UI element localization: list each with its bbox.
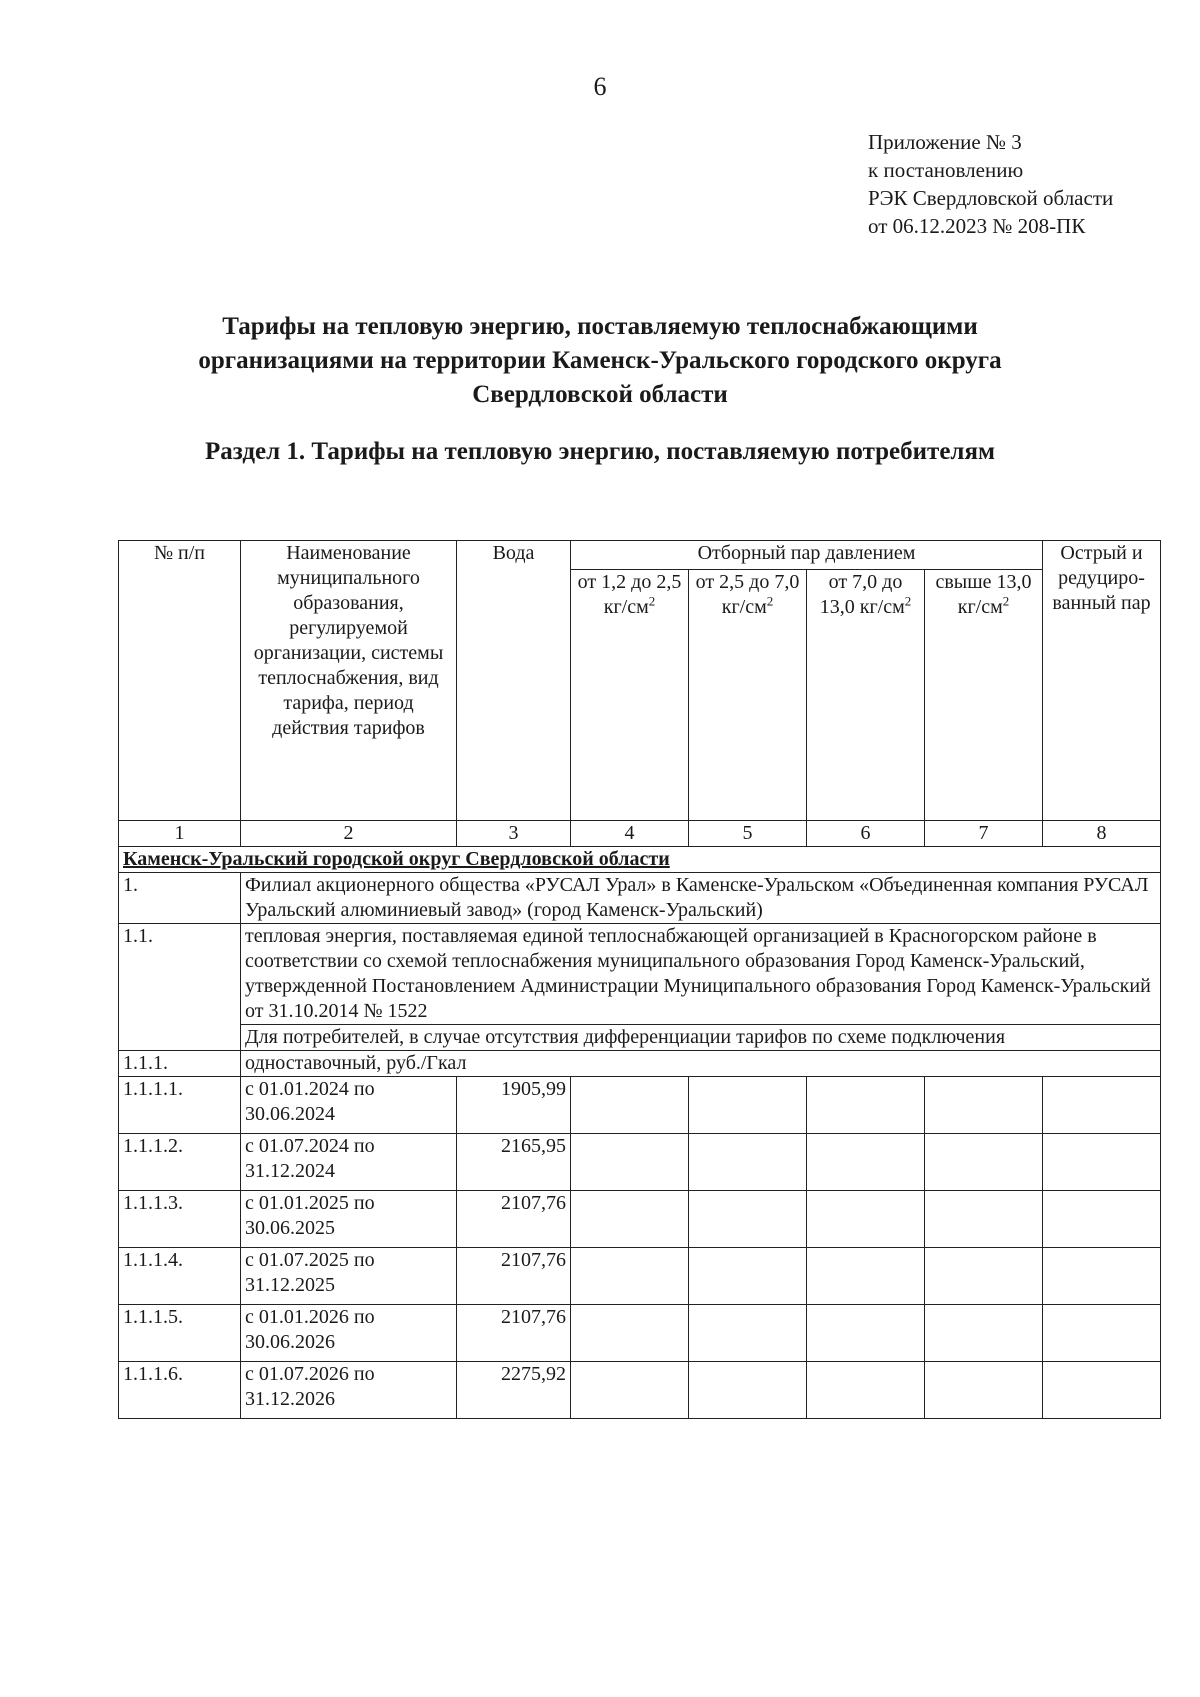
column-number: 8 bbox=[1043, 821, 1161, 847]
column-number: 7 bbox=[925, 821, 1043, 847]
empty-cell bbox=[571, 1134, 689, 1191]
appendix-line: Приложение № 3 bbox=[868, 130, 1022, 154]
header-pressure-2 bbox=[689, 570, 807, 821]
empty-cell bbox=[807, 1248, 925, 1305]
title-line: Тарифы на тепловую энергию, поставляемую теплоснабжающими bbox=[222, 313, 978, 340]
system-description: тепловая энергия, поставляемая единой теплоснабжающей организацией в Красногорском районе в соответствии со схемой теплоснабжения муниципального образования Город Каменск-Уральский, утвержденной Постановлением Администрации Муниципального образования Город Каменск-Уральский от 31.10.2014 № 1522 bbox=[241, 924, 1161, 1025]
empty-cell bbox=[571, 1191, 689, 1248]
table-row bbox=[119, 1305, 1161, 1362]
header-water: Вода bbox=[457, 541, 571, 821]
row-water-value: 2107,76 bbox=[457, 1248, 571, 1305]
header-pressure-4 bbox=[925, 570, 1043, 821]
header-pressure-1 bbox=[571, 570, 689, 821]
column-number: 4 bbox=[571, 821, 689, 847]
row-water-value: 2275,92 bbox=[457, 1362, 571, 1419]
row-num: 1.1.1.1. bbox=[119, 1077, 241, 1134]
header-name: Наименование муниципального образования, регулируемой организации, системы теплоснабжения, вид тарифа, период действия тарифов bbox=[241, 541, 457, 821]
org-num: 1. bbox=[119, 873, 241, 924]
appendix-line: к постановлению bbox=[868, 158, 1024, 182]
column-number: 6 bbox=[807, 821, 925, 847]
header-pressure-text: свыше 13,0 кг/см bbox=[935, 571, 1032, 618]
appendix-reference bbox=[868, 128, 1113, 240]
empty-cell bbox=[689, 1077, 807, 1134]
empty-cell bbox=[807, 1191, 925, 1248]
row-water-value: 1905,99 bbox=[457, 1077, 571, 1134]
row-water-value: 2107,76 bbox=[457, 1305, 571, 1362]
row-period: с 01.01.2025 по 30.06.2025 bbox=[241, 1191, 457, 1248]
row-period: с 01.07.2025 по 31.12.2025 bbox=[241, 1248, 457, 1305]
system-num: 1.1. bbox=[119, 924, 241, 1051]
empty-cell bbox=[1043, 1305, 1161, 1362]
header-num: № п/п bbox=[119, 541, 241, 821]
row-water-value: 2107,76 bbox=[457, 1191, 571, 1248]
empty-cell bbox=[925, 1191, 1043, 1248]
title-line: Свердловской области bbox=[472, 381, 728, 408]
superscript: 2 bbox=[766, 593, 774, 609]
row-num: 1.1.1.4. bbox=[119, 1248, 241, 1305]
empty-cell bbox=[571, 1362, 689, 1419]
row-num: 1.1.1.3. bbox=[119, 1191, 241, 1248]
org-name: Филиал акционерного общества «РУСАЛ Урал» в Каменске-Уральском «Объединенная компания РУСАЛ Уральский алюминиевый завод» (город Каменск-Уральский) bbox=[241, 873, 1161, 924]
empty-cell bbox=[689, 1191, 807, 1248]
superscript: 2 bbox=[648, 593, 656, 609]
column-number: 1 bbox=[119, 821, 241, 847]
appendix-line: РЭК Свердловской области bbox=[868, 186, 1114, 210]
table-row bbox=[119, 1134, 1161, 1191]
empty-cell bbox=[807, 1134, 925, 1191]
empty-cell bbox=[807, 1362, 925, 1419]
empty-cell bbox=[925, 1362, 1043, 1419]
table-row bbox=[119, 1191, 1161, 1248]
appendix-line: от 06.12.2023 № 208-ПК bbox=[868, 214, 1086, 238]
header-pressure-text: от 7,0 до 13,0 кг/см bbox=[819, 571, 905, 618]
header-pressure-text: от 2,5 до 7,0 кг/см bbox=[695, 571, 800, 618]
header-pressure-3 bbox=[807, 570, 925, 821]
empty-cell bbox=[925, 1077, 1043, 1134]
column-numbers-row bbox=[119, 821, 1161, 847]
empty-cell bbox=[925, 1305, 1043, 1362]
empty-cell bbox=[807, 1305, 925, 1362]
row-period: с 01.07.2024 по 31.12.2024 bbox=[241, 1134, 457, 1191]
tariff-type: одноставочный, руб./Гкал bbox=[241, 1051, 1161, 1077]
section-title: Раздел 1. Тарифы на тепловую энергию, поставляемую потребителям bbox=[204, 438, 996, 465]
header-pressure-text: от 1,2 до 2,5 кг/см bbox=[577, 571, 682, 618]
superscript: 2 bbox=[904, 593, 912, 609]
empty-cell bbox=[571, 1305, 689, 1362]
document-title bbox=[150, 310, 1050, 412]
empty-cell bbox=[689, 1362, 807, 1419]
tariffs-table bbox=[118, 540, 1161, 1419]
row-period: с 01.07.2026 по 31.12.2026 bbox=[241, 1362, 457, 1419]
table-row bbox=[119, 1362, 1161, 1419]
row-num: 1.1.1.6. bbox=[119, 1362, 241, 1419]
table-row bbox=[119, 1248, 1161, 1305]
table-row bbox=[119, 1077, 1161, 1134]
empty-cell bbox=[1043, 1191, 1161, 1248]
column-number: 5 bbox=[689, 821, 807, 847]
empty-cell bbox=[1043, 1248, 1161, 1305]
empty-cell bbox=[689, 1305, 807, 1362]
title-line: организациями на территории Каменск-Уральского городского округа bbox=[198, 347, 1002, 374]
row-water-value: 2165,95 bbox=[457, 1134, 571, 1191]
header-sharp-steam: Острый и редуциро-ванный пар bbox=[1043, 541, 1161, 821]
column-number: 3 bbox=[457, 821, 571, 847]
empty-cell bbox=[689, 1248, 807, 1305]
header-steam-group: Отборный пар давлением bbox=[571, 541, 1043, 570]
row-period: с 01.01.2024 по 30.06.2024 bbox=[241, 1077, 457, 1134]
empty-cell bbox=[571, 1077, 689, 1134]
empty-cell bbox=[1043, 1134, 1161, 1191]
empty-cell bbox=[925, 1248, 1043, 1305]
row-period: с 01.01.2026 по 30.06.2026 bbox=[241, 1305, 457, 1362]
empty-cell bbox=[807, 1077, 925, 1134]
column-number: 2 bbox=[241, 821, 457, 847]
page-number: 6 bbox=[593, 72, 607, 101]
region-name: Каменск-Уральский городской округ Свердловской области bbox=[119, 847, 1161, 873]
empty-cell bbox=[925, 1134, 1043, 1191]
row-num: 1.1.1.5. bbox=[119, 1305, 241, 1362]
empty-cell bbox=[689, 1134, 807, 1191]
superscript: 2 bbox=[1002, 593, 1010, 609]
consumers-note: Для потребителей, в случае отсутствия дифференциации тарифов по схеме подключения bbox=[241, 1025, 1161, 1051]
row-num: 1.1.1.2. bbox=[119, 1134, 241, 1191]
empty-cell bbox=[1043, 1362, 1161, 1419]
empty-cell bbox=[571, 1248, 689, 1305]
empty-cell bbox=[1043, 1077, 1161, 1134]
tariff-num: 1.1.1. bbox=[119, 1051, 241, 1077]
